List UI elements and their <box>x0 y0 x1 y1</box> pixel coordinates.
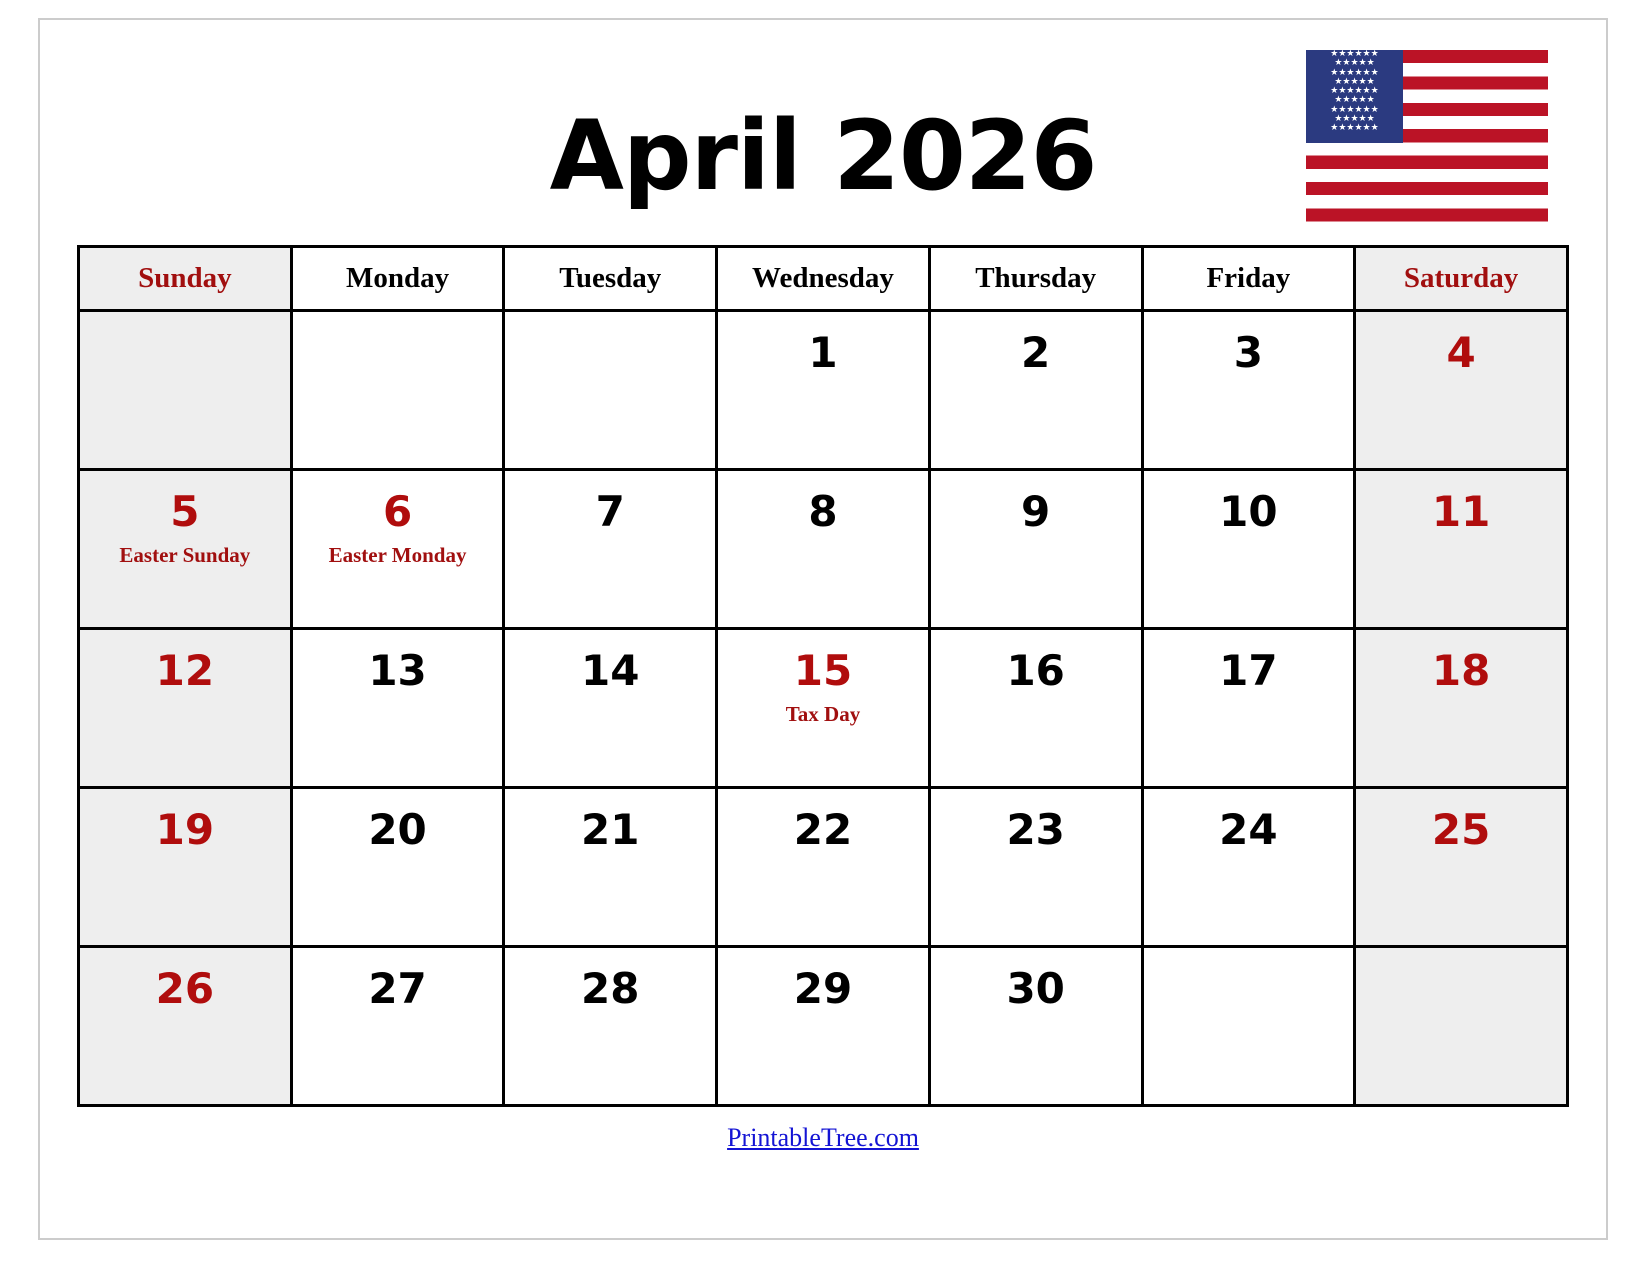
flag-star-row: ★★★★★ <box>1334 95 1375 106</box>
day-cell[interactable] <box>717 788 930 947</box>
day-holiday: Tax Day <box>785 702 861 726</box>
day-number <box>80 312 290 332</box>
flag-star-row: ★★★★★★ <box>1330 123 1379 134</box>
day-cell[interactable] <box>504 629 717 788</box>
day-cell[interactable] <box>717 947 930 1106</box>
day-number: 14 <box>581 646 640 695</box>
day-holiday <box>1144 968 1354 979</box>
day-cell[interactable] <box>291 311 504 470</box>
printabletree-link[interactable]: PrintableTree.com <box>727 1123 919 1152</box>
day-number: 10 <box>1219 487 1278 536</box>
day-cell[interactable] <box>717 470 930 629</box>
day-number: 13 <box>368 646 427 695</box>
day-holiday: Easter Monday <box>328 543 467 567</box>
calendar-week-row <box>79 470 1568 629</box>
calendar-week-row <box>79 311 1568 470</box>
day-number: 27 <box>368 964 427 1013</box>
day-cell[interactable] <box>929 629 1142 788</box>
page-title: April 2026 <box>549 100 1097 212</box>
flag-star-row: ★★★★★★ <box>1330 50 1379 60</box>
flag-star-row: ★★★★★ <box>1334 76 1375 87</box>
flag-star-row: ★★★★★★ <box>1330 86 1379 97</box>
day-cell[interactable] <box>291 629 504 788</box>
weekday-friday: Friday <box>1142 247 1355 311</box>
day-cell[interactable] <box>929 788 1142 947</box>
day-cell[interactable] <box>504 788 717 947</box>
day-number: 2 <box>1021 328 1051 377</box>
day-cell[interactable] <box>79 470 292 629</box>
day-holiday <box>293 332 503 343</box>
calendar-page <box>38 18 1608 1240</box>
day-number: 26 <box>155 964 215 1013</box>
calendar-week-row <box>79 788 1568 947</box>
flag-star-row: ★★★★★★ <box>1330 104 1379 115</box>
weekday-monday: Monday <box>291 247 504 311</box>
calendar-week-row <box>79 629 1568 788</box>
day-cell[interactable] <box>1355 788 1568 947</box>
flag-star-row: ★★★★★ <box>1334 113 1375 124</box>
day-cell[interactable] <box>79 788 292 947</box>
weekday-saturday: Saturday <box>1355 247 1568 311</box>
day-number: 12 <box>155 646 215 695</box>
day-holiday <box>505 332 715 343</box>
day-cell[interactable] <box>1142 311 1355 470</box>
day-number: 30 <box>1006 964 1065 1013</box>
day-cell[interactable] <box>1355 470 1568 629</box>
day-number: 8 <box>808 487 838 536</box>
day-number <box>293 312 503 332</box>
day-cell[interactable] <box>504 947 717 1106</box>
day-number: 4 <box>1446 328 1476 377</box>
day-holiday: Easter Sunday <box>119 543 251 567</box>
day-number: 16 <box>1006 646 1065 695</box>
day-number: 7 <box>595 487 625 536</box>
day-cell[interactable] <box>717 311 930 470</box>
calendar-body <box>79 311 1568 1106</box>
calendar-weekday-header <box>79 247 1568 311</box>
us-flag-icon <box>1306 50 1548 222</box>
day-cell[interactable] <box>1355 947 1568 1106</box>
day-number <box>1144 948 1354 968</box>
day-number: 5 <box>170 487 200 536</box>
day-cell[interactable] <box>1355 629 1568 788</box>
flag-canton <box>1306 50 1403 143</box>
day-cell[interactable] <box>1142 629 1355 788</box>
day-number: 17 <box>1219 646 1278 695</box>
day-cell[interactable] <box>1142 947 1355 1106</box>
calendar-header <box>40 20 1606 245</box>
day-number: 18 <box>1431 646 1491 695</box>
day-number: 1 <box>808 328 838 377</box>
day-number: 23 <box>1006 805 1065 854</box>
day-number: 20 <box>368 805 427 854</box>
day-holiday <box>1356 968 1566 979</box>
flag-star-row: ★★★★★ <box>1334 58 1375 69</box>
day-cell[interactable] <box>1142 470 1355 629</box>
day-number: 29 <box>793 964 853 1013</box>
day-number: 25 <box>1431 805 1491 854</box>
day-number: 21 <box>581 805 640 854</box>
day-number <box>505 312 715 332</box>
calendar-week-row <box>79 947 1568 1106</box>
day-cell[interactable] <box>929 947 1142 1106</box>
day-cell[interactable] <box>504 470 717 629</box>
day-cell[interactable] <box>79 947 292 1106</box>
day-number: 15 <box>793 646 853 695</box>
day-number: 6 <box>382 487 413 536</box>
day-cell[interactable] <box>929 470 1142 629</box>
footer <box>40 1107 1606 1153</box>
weekday-thursday: Thursday <box>929 247 1142 311</box>
day-number: 28 <box>581 964 640 1013</box>
day-cell[interactable] <box>291 947 504 1106</box>
day-cell[interactable] <box>79 629 292 788</box>
day-cell[interactable] <box>1355 311 1568 470</box>
day-number: 11 <box>1431 487 1491 536</box>
calendar-grid <box>77 245 1569 1107</box>
day-cell[interactable] <box>717 629 930 788</box>
weekday-sunday: Sunday <box>79 247 292 311</box>
day-cell[interactable] <box>79 311 292 470</box>
weekday-tuesday: Tuesday <box>504 247 717 311</box>
day-cell[interactable] <box>291 788 504 947</box>
day-number: 19 <box>155 805 215 854</box>
weekday-wednesday: Wednesday <box>717 247 930 311</box>
day-cell[interactable] <box>504 311 717 470</box>
day-number: 24 <box>1219 805 1278 854</box>
day-number: 9 <box>1021 487 1051 536</box>
day-cell[interactable] <box>929 311 1142 470</box>
day-cell[interactable] <box>291 470 504 629</box>
day-number <box>1356 948 1566 968</box>
day-cell[interactable] <box>1142 788 1355 947</box>
day-holiday <box>80 332 290 343</box>
day-number: 3 <box>1233 328 1263 377</box>
flag-star-row: ★★★★★★ <box>1330 67 1379 78</box>
day-number: 22 <box>793 805 853 854</box>
